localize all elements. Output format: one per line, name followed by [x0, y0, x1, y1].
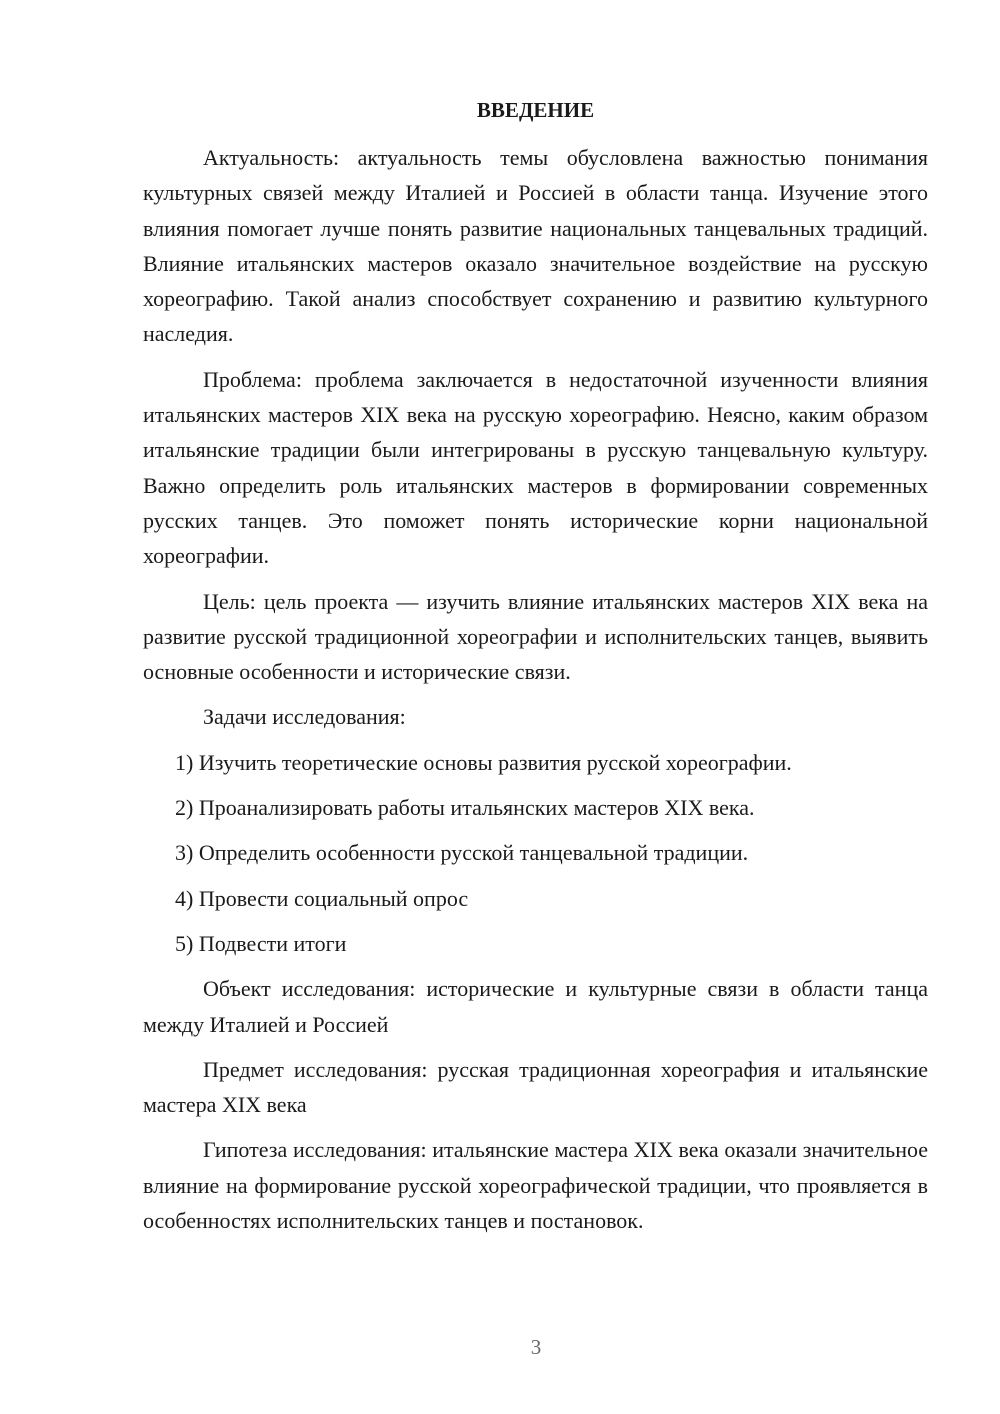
paragraph-object: Объект исследования: исторические и культурные связи в области танца между Италией и Россией: [143, 976, 928, 1037]
tasks-list: [143, 745, 928, 961]
paragraph-problem: Проблема: проблема заключается в недостаточной изученности влияния итальянских мастеров XIX века на русскую хореографию. Неясно, каким образом итальянские традиции были интегрированы в русскую танцевальную культуру. Важно определить роль итальянских мастеров в формировании современных русских танцев. Это поможет понять исторические корни национальной хореографии.: [143, 366, 928, 569]
paragraph-actuality: Актуальность: актуальность темы обусловлена важностью понимания культурных связей между Италией и Россией в области танца. Изучение этого влияния помогает лучше понять развитие национальных танцевальных традиций. Влияние итальянских мастеров оказало значительное воздействие на русскую хореографию. Такой анализ способствует сохранению и развитию культурного наследия.: [143, 145, 928, 347]
page-number: 3: [530, 1335, 542, 1359]
list-item: 5) Подвести итоги: [175, 930, 347, 956]
document-page: [143, 93, 928, 1238]
list-item: 2) Проанализировать работы итальянских мастеров XIX века.: [175, 795, 755, 821]
paragraph-subject: Предмет исследования: русская традиционная хореография и итальянские мастера XIX века: [143, 1056, 928, 1118]
paragraph-hypothesis: Гипотеза исследования: итальянские мастера XIX века оказали значительное влияние на формирование русской хореографической традиции, что проявляется в особенностях исполнительских танцев и постановок.: [143, 1137, 928, 1234]
tasks-heading: Задачи исследования:: [203, 704, 406, 730]
list-item: 1) Изучить теоретические основы развития русской хореографии.: [175, 749, 792, 775]
section-title: ВВЕДЕНИЕ: [476, 98, 595, 122]
list-item: 3) Определить особенности русской танцевальной традиции.: [175, 840, 749, 866]
list-item: 4) Провести социальный опрос: [175, 885, 469, 911]
paragraph-goal: Цель: цель проекта — изучить влияние итальянских мастеров XIX века на развитие русской традиционной хореографии и исполнительских танцев, выявить основные особенности и исторические связи.: [143, 588, 928, 685]
